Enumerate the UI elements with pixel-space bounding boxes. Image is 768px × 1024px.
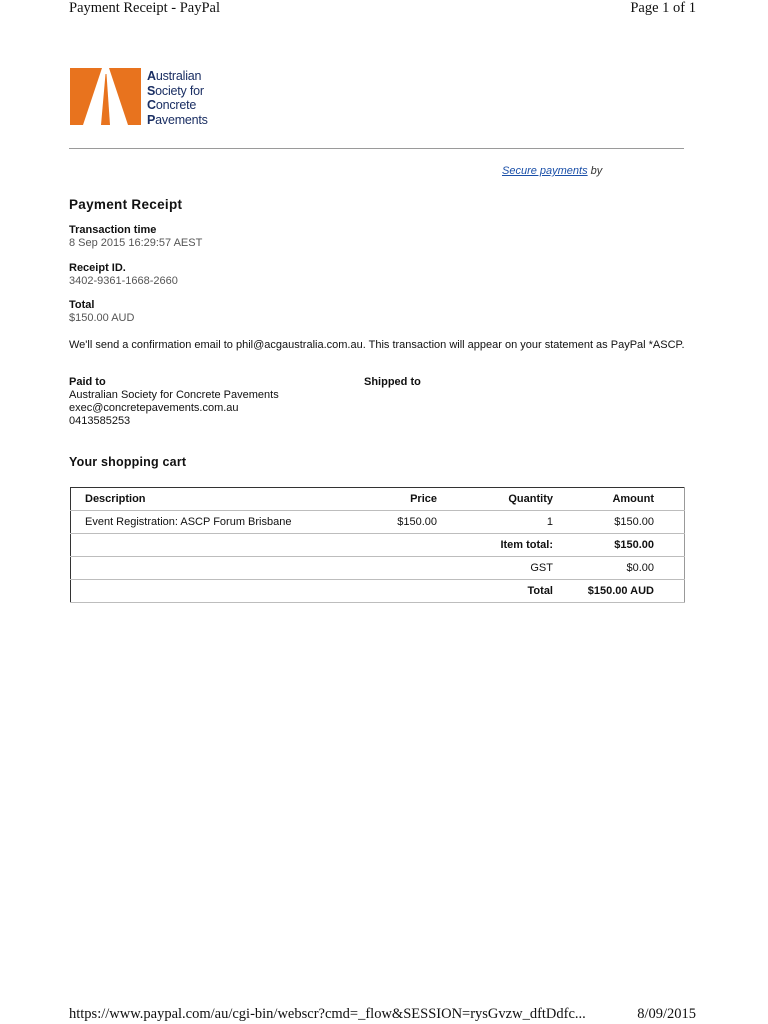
confirmation-notice: We'll send a confirmation email to phil@acgaustralia.com.au. This transaction will appear on your statement as PayPal *ASCP. [69, 339, 685, 351]
item-quantity: 1 [437, 511, 553, 534]
receipt-id-value: 3402-9361-1668-2660 [69, 275, 178, 287]
logo-wordmark [147, 69, 208, 127]
transaction-time [69, 224, 202, 250]
secure-by: by [590, 165, 603, 177]
item-total-row [71, 534, 685, 557]
secure-payments [502, 165, 602, 177]
cart-title: Your shopping cart [69, 455, 187, 469]
col-description: Description [71, 488, 356, 511]
transaction-time-value: 8 Sep 2015 16:29:57 AEST [69, 237, 203, 249]
paid-to [69, 376, 279, 428]
page-title: Payment Receipt [69, 197, 183, 212]
grand-total-row [71, 580, 685, 603]
receipt-total [69, 299, 134, 325]
receipt-total-value: $150.00 AUD [69, 312, 135, 324]
cart-table [70, 487, 685, 603]
receipt-id [69, 262, 178, 288]
print-footer-url: https://www.paypal.com/au/cgi-bin/webscr?cmd=_flow&SESSION=rysGvzw_dftDdfc... [69, 1006, 586, 1022]
gst-row [71, 557, 685, 580]
logo-line-4: Pavements [147, 112, 208, 127]
paid-to-name: Australian Society for Concrete Pavements [69, 389, 279, 401]
paid-to-phone: 0413585253 [69, 415, 131, 427]
logo-line-1: Australian [147, 69, 202, 83]
item-price: $150.00 [355, 511, 437, 534]
shipped-to-label: Shipped to [364, 376, 421, 388]
shipped-to [364, 376, 421, 389]
print-footer-date: 8/09/2015 [637, 1006, 696, 1022]
col-quantity: Quantity [437, 488, 553, 511]
gst-value: $0.00 [553, 557, 685, 580]
paid-to-label: Paid to [69, 376, 106, 388]
print-header-page: Page 1 of 1 [630, 0, 696, 16]
grand-total-value: $150.00 AUD [553, 580, 685, 603]
print-footer [69, 1006, 696, 1023]
ascp-logo [70, 68, 208, 127]
print-header-title: Payment Receipt - PayPal [69, 0, 221, 16]
paid-to-email: exec@concretepavements.com.au [69, 402, 239, 414]
logo-line-3: Concrete [147, 98, 197, 112]
col-amount: Amount [553, 488, 685, 511]
print-header [69, 0, 696, 17]
item-amount: $150.00 [553, 511, 685, 534]
receipt-id-label: Receipt ID. [69, 262, 126, 274]
item-description: Event Registration: ASCP Forum Brisbane [71, 511, 356, 534]
item-total-label: Item total: [437, 534, 553, 557]
header-divider [69, 148, 684, 149]
col-price: Price [355, 488, 437, 511]
transaction-time-label: Transaction time [69, 224, 157, 236]
receipt-total-label: Total [69, 299, 95, 311]
logo-line-2: Society for [147, 83, 204, 98]
road-logo-icon [70, 68, 141, 125]
grand-total-label: Total [437, 580, 553, 603]
item-total-value: $150.00 [553, 534, 685, 557]
cart-header-row [71, 488, 685, 511]
secure-payments-link[interactable]: Secure payments [502, 165, 588, 177]
table-row [71, 511, 685, 534]
gst-label: GST [437, 557, 553, 580]
